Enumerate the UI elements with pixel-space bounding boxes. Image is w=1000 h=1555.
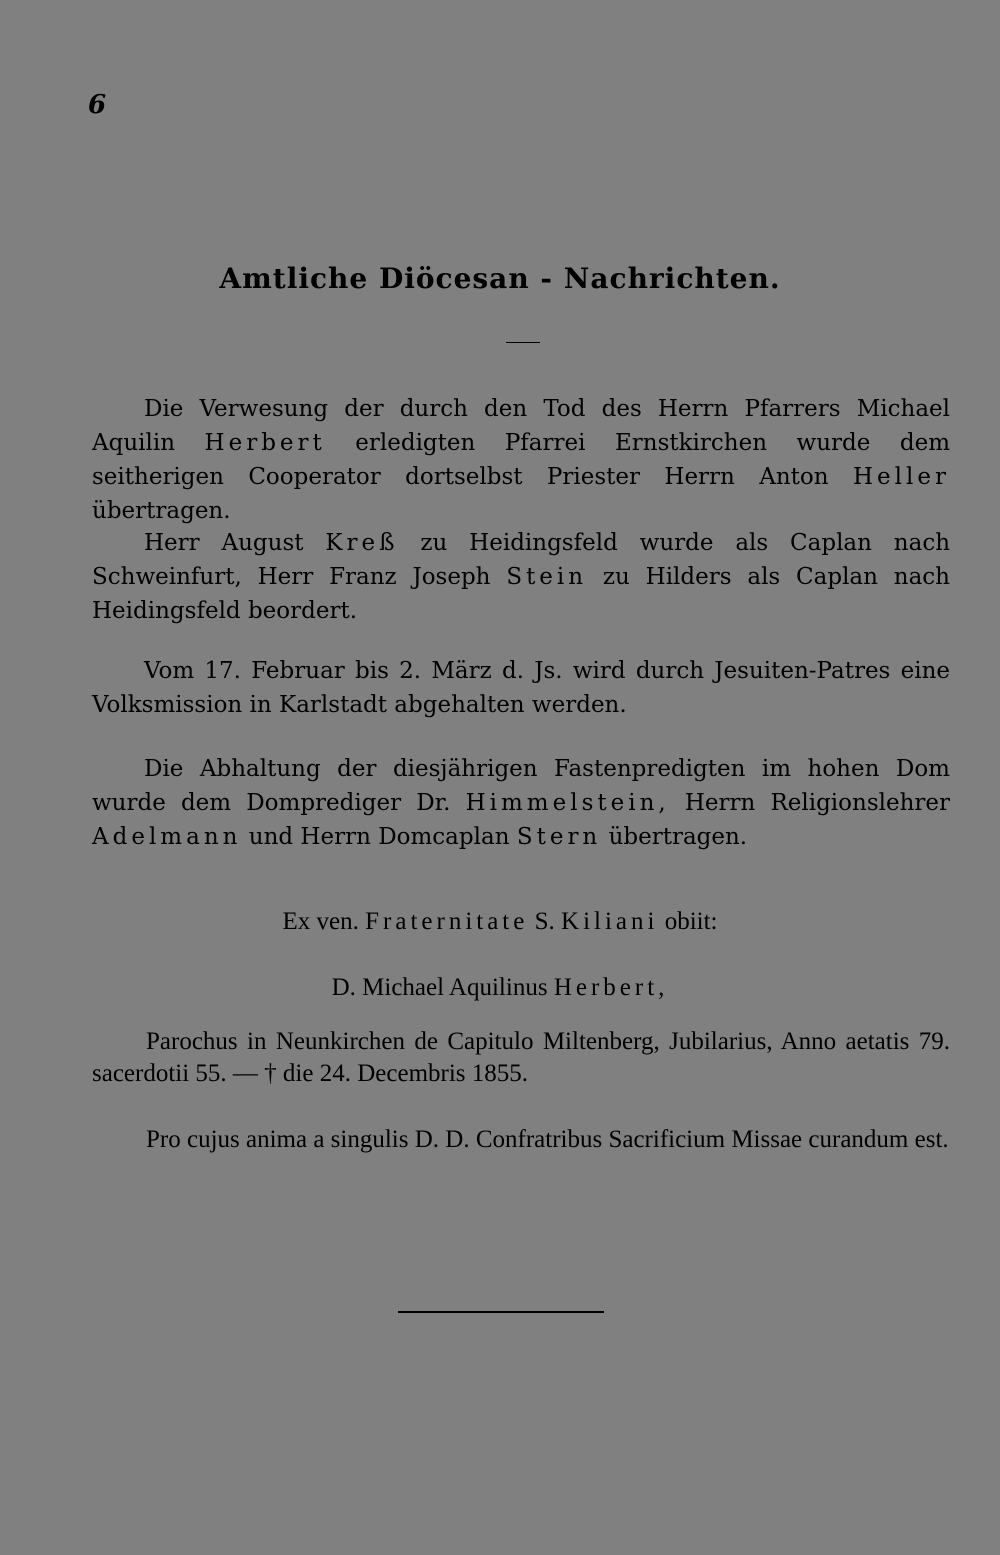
title-divider	[506, 342, 540, 343]
obituary-prayer: Pro cujus anima a singulis D. D. Confratribus Sacrificium Missae curandum est.	[146, 1126, 949, 1153]
notice-paragraph-4: Die Abhaltung der diesjährigen Fastenpredigten im hohen Dom wurde dem Domprediger Dr. Himmelstein, Herrn Religionslehrer Adelmann und Herrn Domcaplan Stern übertragen.	[92, 756, 951, 850]
page-number: 6	[88, 90, 107, 120]
obituary-heading: Ex ven. Fraternitate S. Kiliani obiit:	[282, 908, 718, 935]
obituary-details: Parochus in Neunkirchen de Capitulo Miltenberg, Jubilarius, Anno aetatis 79. sacerdotii 55. — † die 24. Decembris 1855.	[92, 1028, 950, 1087]
notice-paragraph-1: Die Verwesung der durch den Tod des Herrn Pfarrers Michael Aquilin Herbert erledigten Pfarrei Ernstkirchen wurde dem seitherigen Cooperator dortselbst Priester Herrn Anton Heller übertragen.	[92, 396, 950, 524]
notice-paragraph-2: Herr August Kreß zu Heidingsfeld wurde als Caplan nach Schweinfurt, Herr Franz Joseph Stein zu Hilders als Caplan nach Heidingsfeld beordert.	[92, 530, 951, 624]
obituary-name: D. Michael Aquilinus Herbert,	[331, 974, 669, 1001]
end-divider	[398, 1311, 604, 1313]
page-title: Amtliche Diöcesan - Nachrichten.	[219, 262, 781, 295]
notice-paragraph-3: Vom 17. Februar bis 2. März d. Js. wird durch Jesuiten-Patres eine Volksmission in Karlstadt abgehalten werden.	[92, 658, 950, 718]
